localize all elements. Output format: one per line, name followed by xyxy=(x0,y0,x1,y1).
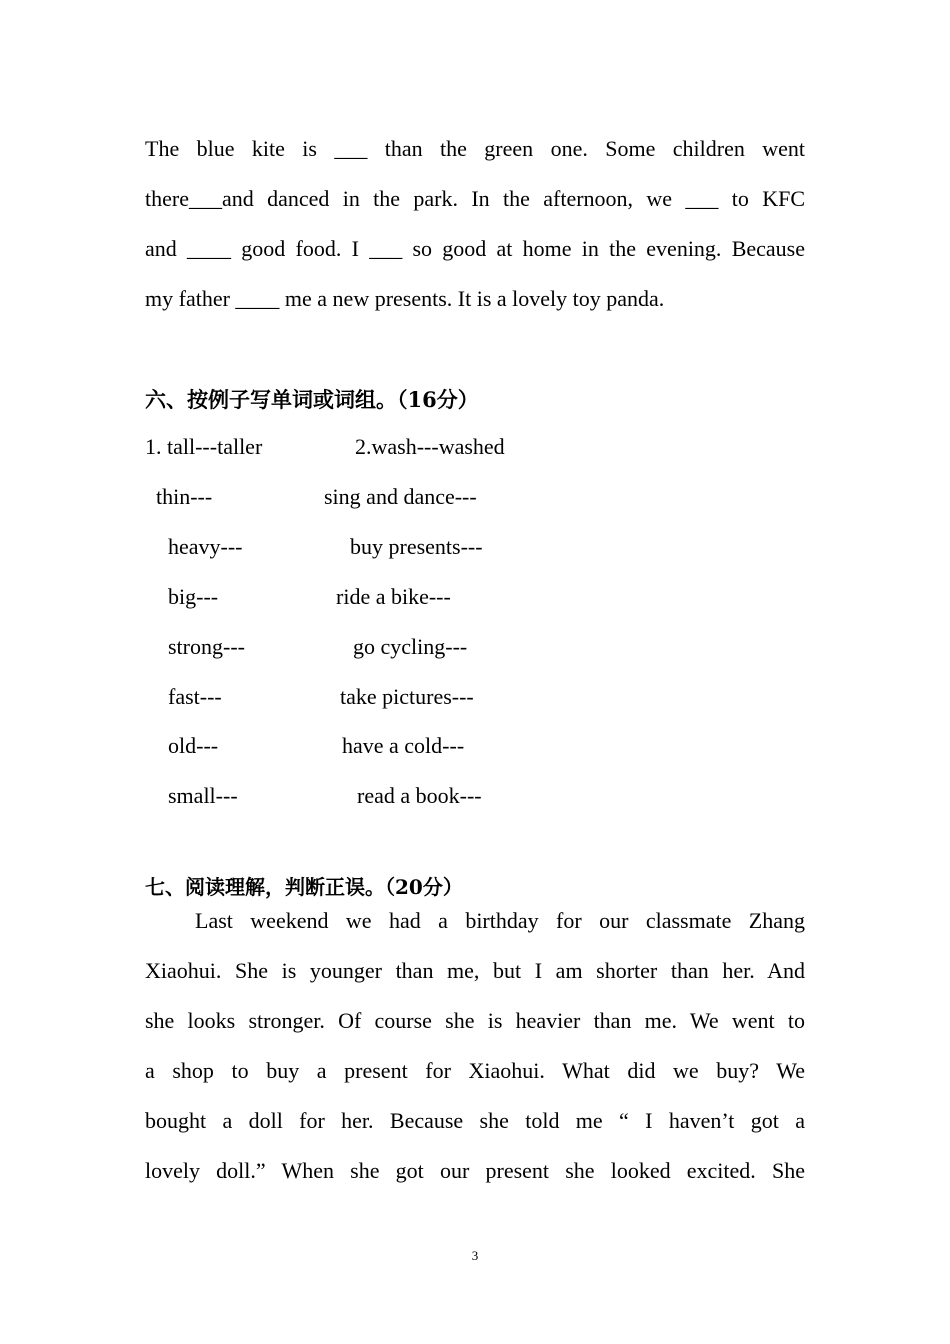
passage-reading xyxy=(145,896,805,1196)
passage-line: bought a doll for her. Because she told me “ I haven’t got a xyxy=(145,1108,805,1133)
phrase-item: ride a bike--- xyxy=(336,584,451,609)
section6-example-right: 2.wash---washed xyxy=(355,434,505,459)
section6-heading: 六、按例子写单词或词组。（16分） xyxy=(145,387,479,412)
section7-heading: 七、阅读理解，判断正误。（20分） xyxy=(145,875,463,899)
passage-line: The blue kite is ___ than the green one. Some children went xyxy=(145,136,805,161)
passage-line: Xiaohui. She is younger than me, but I am shorter than her. And xyxy=(145,958,805,983)
word-item: small--- xyxy=(168,783,238,808)
phrase-item: read a book--- xyxy=(357,783,482,808)
passage-top xyxy=(145,124,805,324)
phrase-item: take pictures--- xyxy=(340,684,474,709)
word-item: strong--- xyxy=(168,634,245,659)
passage-line: there___and danced in the park. In the afternoon, we ___ to KFC xyxy=(145,186,805,211)
phrase-item: sing and dance--- xyxy=(324,484,477,509)
section6-example-left: 1. tall---taller xyxy=(145,434,263,459)
phrase-item: buy presents--- xyxy=(350,534,483,559)
page-number: 3 xyxy=(471,1248,479,1263)
passage-line: my father ____ me a new presents. It is a lovely toy panda. xyxy=(145,286,665,311)
phrase-item: have a cold--- xyxy=(342,733,465,758)
word-item: big--- xyxy=(168,584,219,609)
passage-line: a shop to buy a present for Xiaohui. What did we buy? We xyxy=(145,1058,805,1083)
phrase-item: go cycling--- xyxy=(353,634,468,659)
word-item: thin--- xyxy=(156,484,213,509)
word-item: heavy--- xyxy=(168,534,243,559)
passage-line: she looks stronger. Of course she is heavier than me. We went to xyxy=(145,1008,805,1033)
passage-line: Last weekend we had a birthday for our classmate Zhang xyxy=(195,908,805,933)
passage-line: lovely doll.” When she got our present she looked excited. She xyxy=(145,1158,805,1183)
passage-line: and ____ good food. I ___ so good at home in the evening. Because xyxy=(145,236,805,261)
word-item: fast--- xyxy=(168,684,222,709)
word-item: old--- xyxy=(168,733,219,758)
